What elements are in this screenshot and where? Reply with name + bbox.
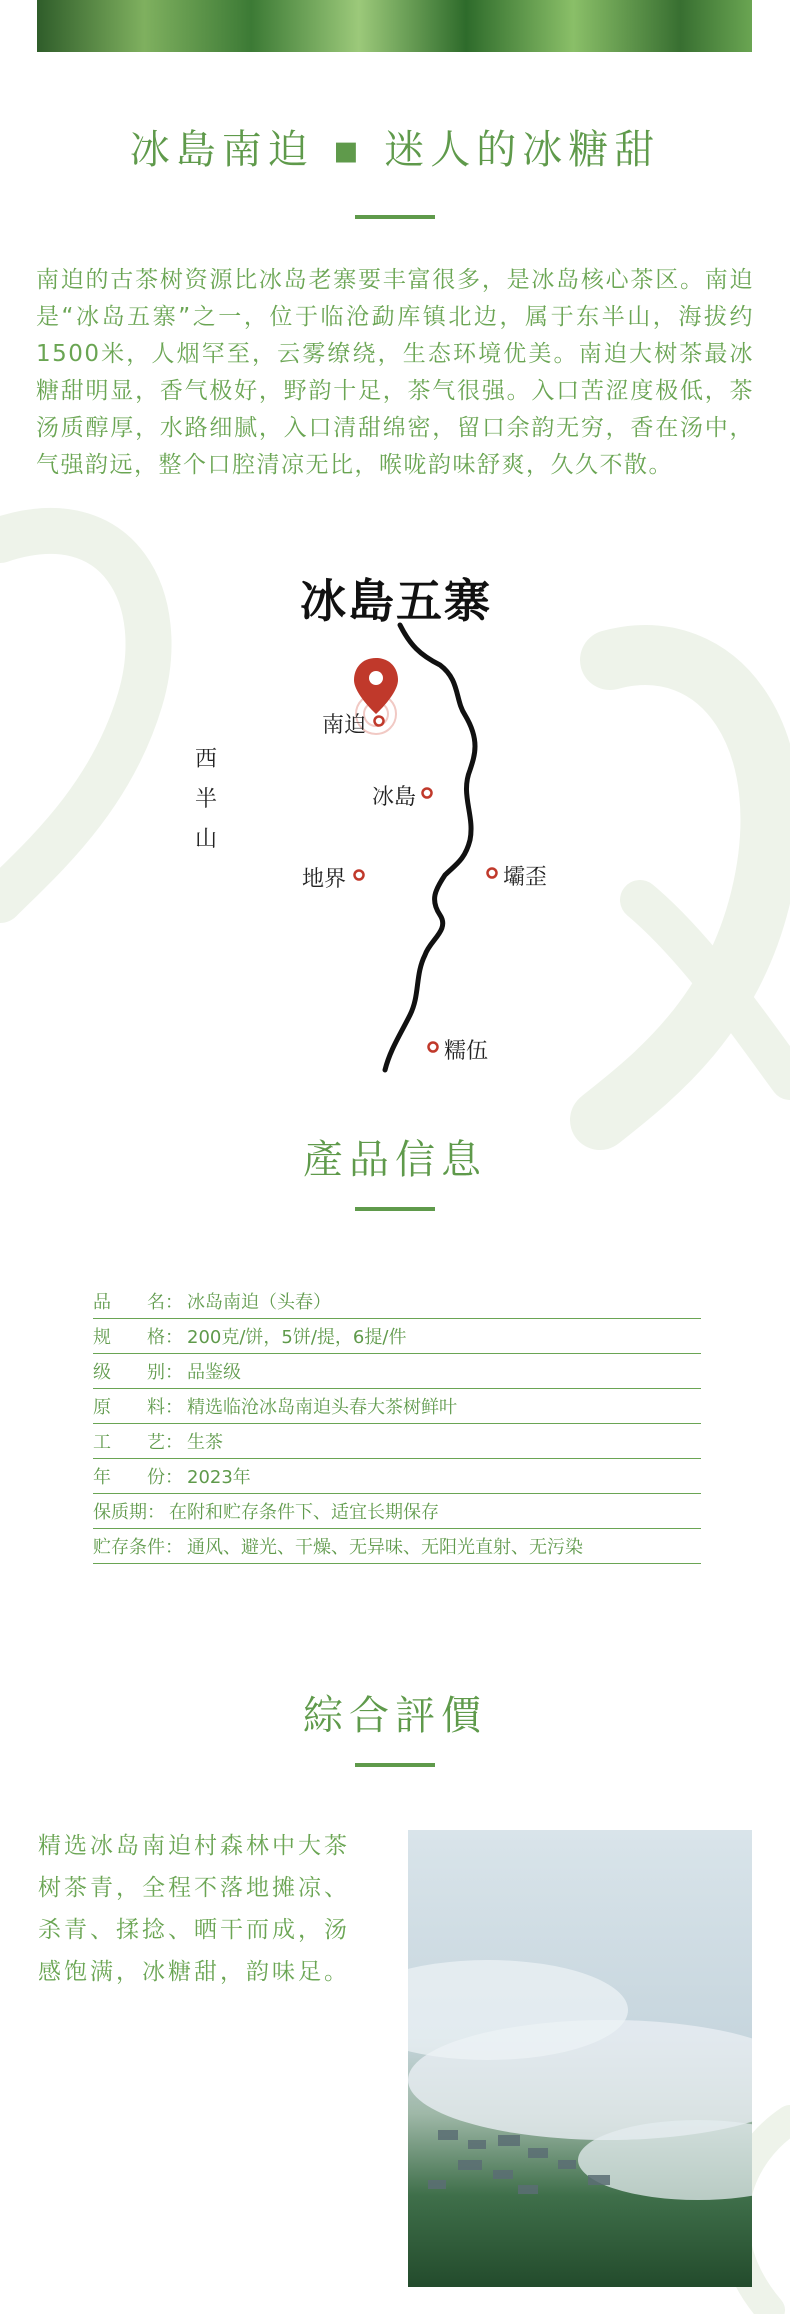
info-label: 级 别： <box>93 1362 183 1383</box>
village-dot-icon <box>426 1040 440 1054</box>
info-value: 品鉴级 <box>187 1362 241 1383</box>
misty-village-photo <box>408 1830 752 2287</box>
village-dot-icon <box>352 868 366 882</box>
intro-paragraph: 南迫的古茶树资源比冰岛老寨要丰富很多，是冰岛核心茶区。南迫是“冰岛五寨”之一，位于临沧勐库镇北边，属于东半山，海拔约1500米，人烟罕至，云雾缭绕，生态环境优美。南迫大树茶最冰糖甜明显，香气极好，野韵十足，茶气很强。入口苦涩度极低，茶汤质醇厚，水路细腻，入口清甜绵密，留口余韵无穷，香在汤中，气强韵远，整个口腔清凉无比，喉咙韵味舒爽，久久不散。 <box>36 267 754 478</box>
info-row-name <box>93 1284 701 1319</box>
evaluation-paragraph: 精选冰岛南迫村森林中大茶树茶青，全程不落地摊凉、杀青、揉捻、晒干而成，汤感饱满，冰糖甜，韵味足。 <box>38 1833 350 1985</box>
info-row-year <box>93 1459 701 1494</box>
map-title: 冰島五寨 <box>300 574 492 628</box>
village-bingdao-label: 冰島 <box>372 785 417 810</box>
info-value: 通风、避光、干燥、无异味、无阳光直射、无污染 <box>187 1537 583 1558</box>
info-value: 在附和贮存条件下、适宜长期保存 <box>169 1502 439 1523</box>
village-bawai-label: 壩歪 <box>503 865 548 890</box>
map-side-char: 山 <box>195 827 218 852</box>
map-side-char: 半 <box>195 787 218 812</box>
info-label: 年 份： <box>93 1467 183 1488</box>
info-row-material <box>93 1389 701 1424</box>
info-row-shelf-life <box>93 1494 701 1529</box>
info-label: 保质期： <box>93 1502 165 1523</box>
map-side-char: 西 <box>195 747 218 772</box>
info-label: 贮存条件： <box>93 1537 183 1558</box>
product-section-title: 產品信息 <box>303 1137 487 1183</box>
info-value: 生茶 <box>187 1432 223 1453</box>
bingdao-map <box>160 555 600 1075</box>
evaluation-title-underline <box>355 1763 435 1767</box>
evaluation-section-title: 綜合評價 <box>303 1693 487 1739</box>
info-value: 2023年 <box>187 1467 251 1488</box>
village-nanpo-label: 南迫 <box>322 713 367 738</box>
info-value: 精选临沧冰岛南迫头春大茶树鲜叶 <box>187 1397 457 1418</box>
info-value: 冰岛南迫（头春） <box>187 1292 331 1313</box>
info-value: 200克/饼，5饼/提，6提/件 <box>187 1327 407 1348</box>
info-label: 规 格： <box>93 1327 183 1348</box>
info-label: 原 料： <box>93 1397 183 1418</box>
village-nuowu-label: 糯伍 <box>444 1039 489 1064</box>
village-dot-icon <box>420 786 434 800</box>
hero-title: 冰島南迫 ▪ 迷人的冰糖甜 <box>129 127 661 173</box>
info-row-process <box>93 1424 701 1459</box>
info-row-grade <box>93 1354 701 1389</box>
info-row-storage <box>93 1529 701 1564</box>
hero-title-underline <box>355 215 435 219</box>
info-label: 工 艺： <box>93 1432 183 1453</box>
info-label: 品 名： <box>93 1292 183 1313</box>
village-dot-icon <box>372 714 386 728</box>
info-row-spec <box>93 1319 701 1354</box>
product-info-table <box>93 1284 701 1564</box>
village-dot-icon <box>485 866 499 880</box>
map-side-label <box>195 740 217 860</box>
product-title-underline <box>355 1207 435 1211</box>
village-dijie-label: 地界 <box>302 867 347 892</box>
tea-leaves-banner-photo <box>37 0 752 52</box>
